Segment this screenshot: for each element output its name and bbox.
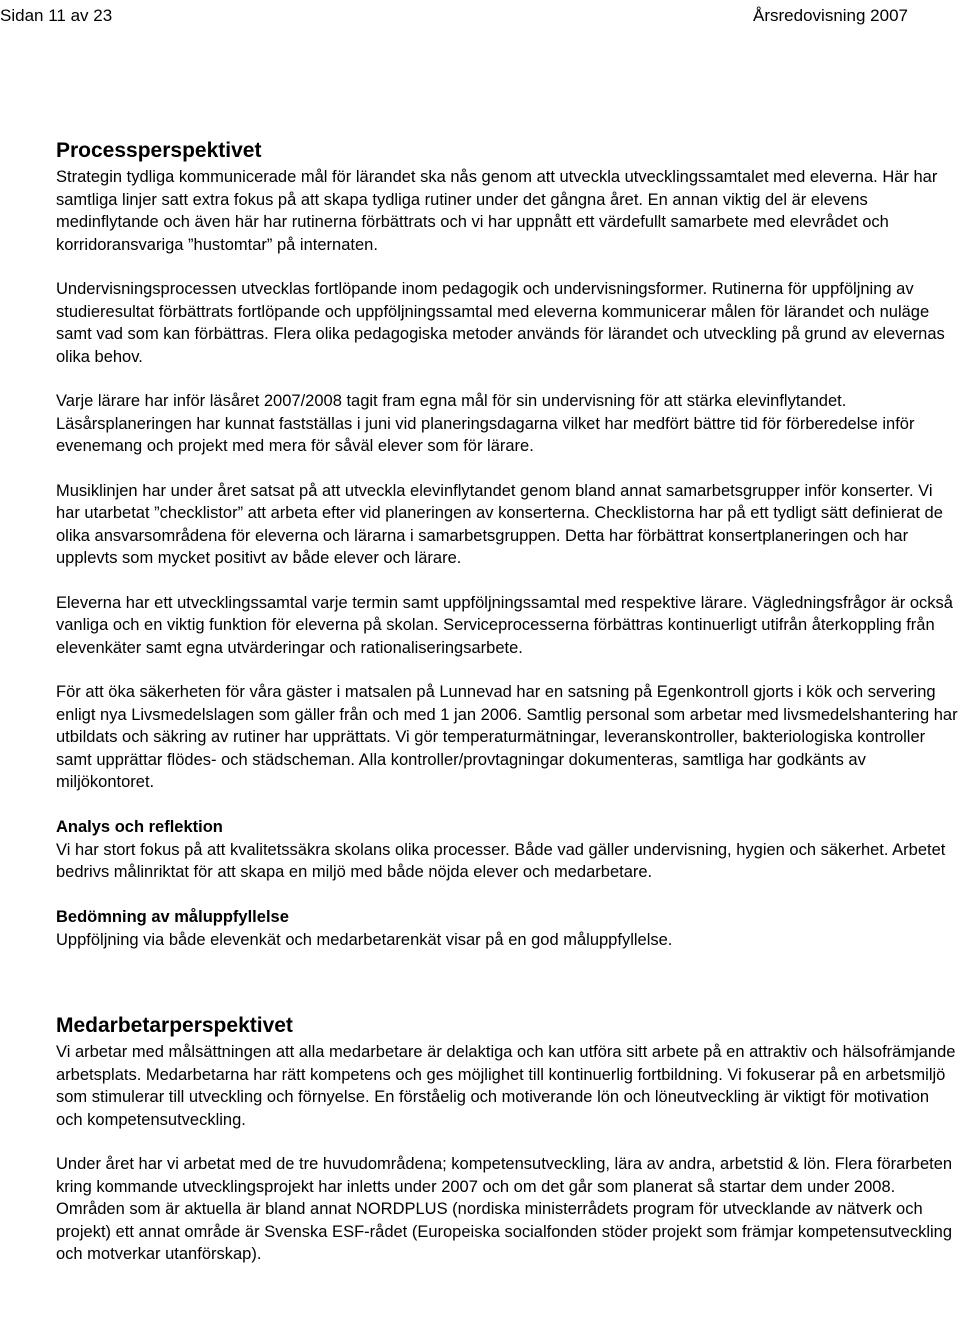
assessment-text: Uppföljning via både elevenkät och medarbetarenkät visar på en god måluppfyllelse. — [56, 930, 673, 949]
process-paragraph: Varje lärare har inför läsåret 2007/2008 tagit fram egna mål för sin undervisning för att stärka elevinflytandet. Läsårsplaneringen har kunnat fastställas i juni vid planeringsdagarna vilket har medfört bättre tid för förberedelse inför evenemang och projekt med mera för såväl elever som för lärare. — [56, 392, 915, 455]
process-paragraph: Eleverna har ett utvecklingssamtal varje termin samt uppföljningssamtal med respektive lärare. Vägledningsfrågor är också vanliga och en viktig funktion för eleverna på skolan. Serviceprocesserna förbättras kontinuerligt utifrån återkoppling från elevenkäter samt egna utvärderingar och rationaliseringsarbete. — [56, 593, 953, 657]
process-paragraph: Strategin tydliga kommunicerade mål för lärandet ska nås genom att utveckla utvecklingssamtalet med eleverna. Här har samtliga linjer satt extra fokus på att skapa tydliga rutiner under det gångna året. En annan viktig del är elevens medinflytande och även här har rutinerna förbättrats och vi har uppnått ett värdefullt samarbete med elevrådet och korridoransvariga ”hustomtar” på internaten. — [56, 168, 938, 254]
analysis-text: Vi har stort fokus på att kvalitetssäkra skolans olika processer. Både vad gäller undervisning, hygien och säkerhet. Arbetet bedrivs målinriktat för att skapa en miljö med både nöjda elever och medarbetare. — [56, 840, 946, 881]
process-paragraph: Musiklinjen har under året satsat på att utveckla elevinflytandet genom bland annat samarbetsgrupper inför konserter. Vi har utarbetat ”checklistor” att arbeta efter vid planeringen av konserterna. Checklistorna har på ett tydligt sätt definierat de olika ansvarsområdena för eleverna och lärarna i samarbetsgruppen. Detta har förbättrat konsertplaneringen och har upplevts som mycket positivt av både elever och lärare. — [56, 481, 943, 567]
process-heading: Processperspektivet — [56, 139, 262, 162]
page-number: Sidan 11 av 23 — [0, 6, 113, 25]
document-body — [56, 136, 960, 1266]
process-paragraph: För att öka säkerheten för våra gäster i matsalen på Lunnevad har en satsning på Egenkontroll gjorts i kök och servering enligt nya Livsmedelslagen som gäller från och med 1 jan 2006. Samtlig personal som arbetar med livsmedelshantering har utbildats och säkring av rutiner har upprättats. Vi gör temperaturmätningar, leveranskontroller, bakteriologiska kontroller samt upprättar flödes- och städscheman. Alla kontroller/provtagningar dokumenteras, samtliga har godkänts av miljökontoret. — [56, 683, 958, 791]
process-paragraph: Undervisningsprocessen utvecklas fortlöpande inom pedagogik och undervisningsformer. Rutinerna för uppföljning av studieresultat förbättrats fortlöpande och uppföljningssamtal med eleverna kommunicerar målen för lärandet och nuläge samt vad som kan förbättras. Flera olika pedagogiska metoder används för lärandet och utveckling på grund av elevernas olika behov. — [56, 280, 945, 366]
document-title: Årsredovisning 2007 — [753, 6, 908, 25]
analysis-heading: Analys och reflektion — [56, 817, 223, 836]
assessment-heading: Bedömning av måluppfyllelse — [56, 907, 289, 926]
page-header — [0, 4, 960, 28]
staff-paragraph: Under året har vi arbetat med de tre huvudområdena; kompetensutveckling, lära av andra, arbetstid & lön. Flera förarbeten kring kommande utvecklingsprojekt har inletts under 2007 och om det går som planerat så startar dem under 2008. Områden som är aktuella är bland annat NORDPLUS (nordiska ministerrådets program för utvecklande av nätverk och projekt) ett annat område är Svenska ESF-rådet (Europeiska socialfonden stöder projekt som främjar kompetensutveckling och motverkar utanförskap). — [56, 1155, 953, 1263]
staff-paragraph: Vi arbetar med målsättningen att alla medarbetare är delaktiga och kan utföra sitt arbete på en attraktiv och hälsofrämjande arbetsplats. Medarbetarna har rätt kompetens och ges möjlighet till kontinuerlig fortbildning. Vi fokuserar på en arbetsmiljö som stimulerar till utveckling och förnyelse. En förståelig och motiverande lön och löneutveckling är viktigt för motivation och kompetensutveckling. — [56, 1043, 956, 1129]
staff-heading: Medarbetarperspektivet — [56, 1014, 293, 1037]
